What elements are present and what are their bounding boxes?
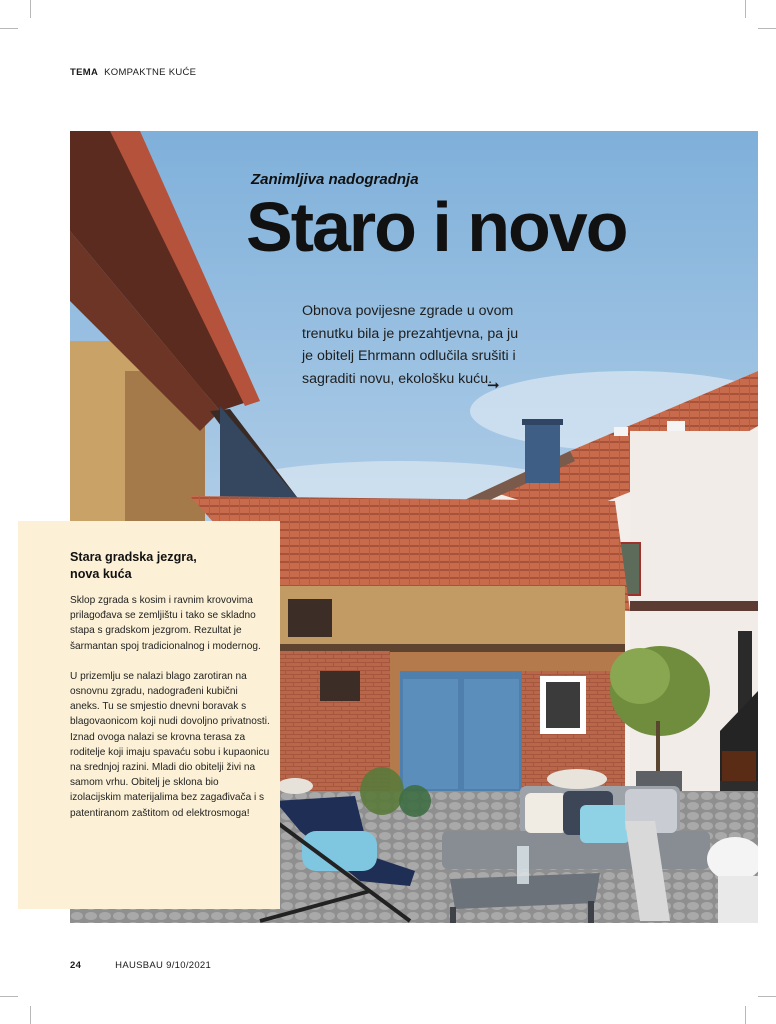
sidebar-title-line: nova kuća	[70, 567, 132, 581]
article-kicker: Zanimljiva nadogradnja	[251, 171, 419, 188]
lead-line: Obnova povijesne zgrade u ovom	[302, 303, 514, 319]
lead-line: trenutku bila je prezahtjevna, pa ju	[302, 325, 519, 342]
sidebar-body	[70, 593, 270, 836]
sidebar-paragraph: Sklop zgrada s kosim i ravnim krovovima prilagođava se zemljištu i tako se skladno stapa s gradskom jezgrom. Rezultat je šarmantan spoj tradicionalnog i modernog.	[70, 595, 261, 652]
lead-line: je obitelj Ehrmann odlučila srušiti i	[302, 348, 516, 364]
arrow-right-icon: ➞	[487, 377, 500, 394]
sidebar-paragraph: U prizemlju se nalazi blago zarotiran na osnovnu zgradu, nadograđeni kubični aneks. Tu se smjestio dnevni boravak s blagovaonicom koji nudi dovoljno privatnosti. Iznad ovoga nalazi se krovna terasa za roditelje koji imaju spavaću sobu i kupaonicu na srednjoj razini. Mladi dio obitelji živi na samom vrhu. Obitelj je sklona bio izolacijskim materijalima bez zagađivača i s patentiranom zaštitom od elektrosmoga!	[70, 670, 270, 819]
crop-mark	[758, 28, 776, 29]
page-number: 24	[70, 960, 82, 971]
tema-label: TEMA	[70, 67, 99, 78]
article-headline: Staro i novo	[246, 188, 627, 266]
lead-line: sagraditi novu, ekološku kuću.	[302, 370, 493, 387]
issue-label: HAUSBAU 9/10/2021	[115, 960, 212, 971]
sidebar-title	[70, 549, 270, 583]
crop-mark	[30, 0, 31, 18]
sidebar-box	[18, 521, 280, 909]
crop-mark	[745, 0, 746, 18]
section-label	[70, 67, 196, 78]
crop-mark	[0, 996, 18, 997]
crop-mark	[745, 1006, 746, 1024]
crop-mark	[758, 996, 776, 997]
crop-mark	[0, 28, 18, 29]
sidebar-title-line: Stara gradska jezgra,	[70, 550, 197, 564]
page-footer	[70, 960, 211, 971]
section-name: KOMPAKTNE KUĆE	[104, 67, 197, 78]
crop-mark	[30, 1006, 31, 1024]
